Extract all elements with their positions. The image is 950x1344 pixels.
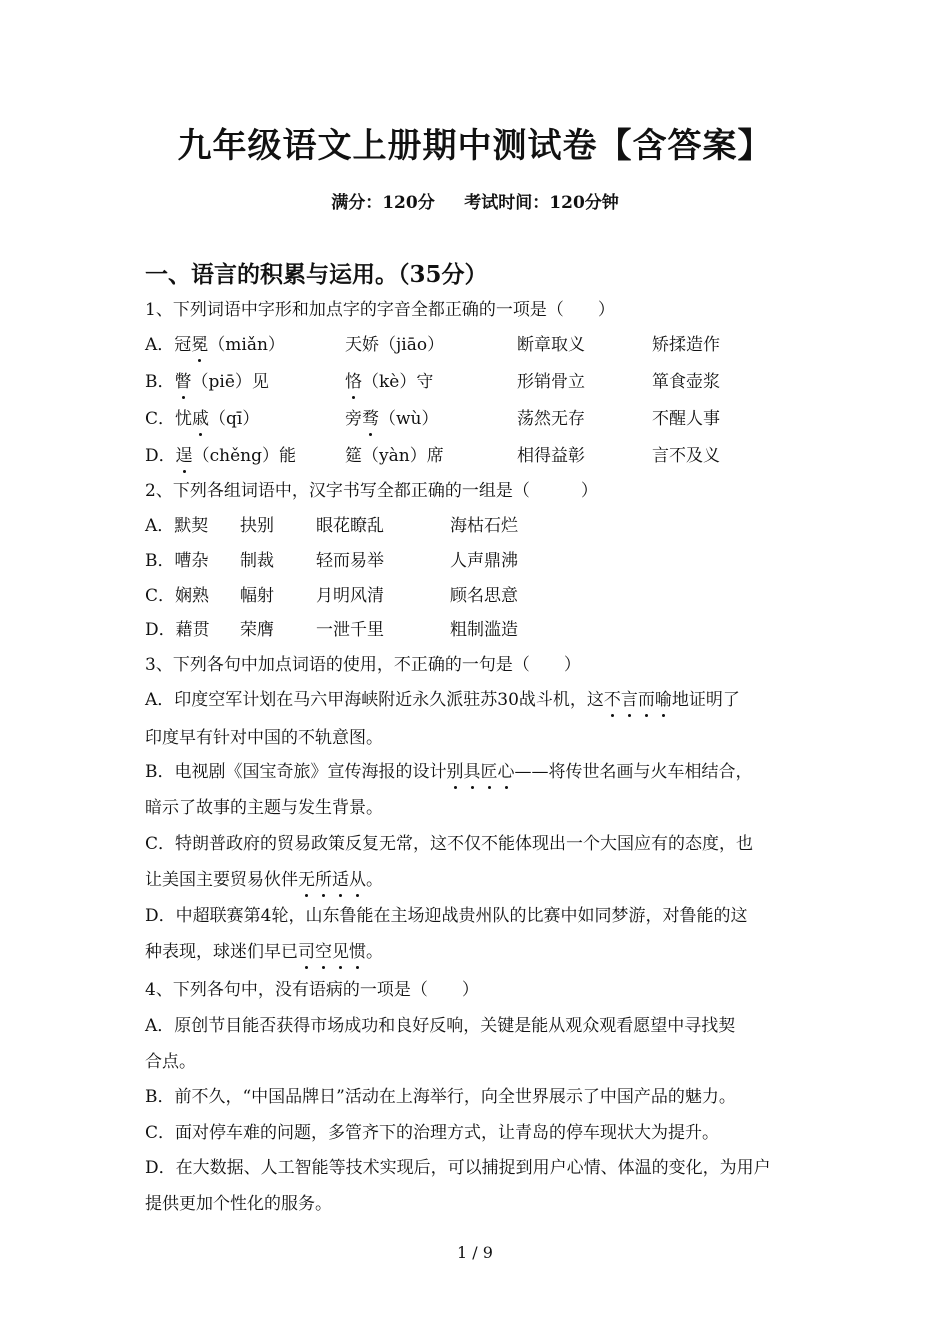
- q4-option-d-line-2: 提供更加个性化的服务。: [145, 1194, 332, 1214]
- question-2-stem: 2、下列各组词语中，汉字书写全都正确的一组是（ ）: [145, 481, 598, 501]
- q1-option-c-4: 不醒人事: [652, 409, 720, 429]
- q4-option-a-line-2: 合点。: [145, 1052, 196, 1072]
- page-title: 九年级语文上册期中测试卷【含答案】: [177, 126, 773, 166]
- question-3-stem: 3、下列各句中加点词语的使用，不正确的一句是（ ）: [145, 655, 581, 675]
- q1-option-a-2: 天娇（jiāo）: [345, 335, 445, 355]
- question-1-stem: 1、下列词语中字形和加点字的字音全都正确的一项是（ ）: [145, 300, 615, 320]
- q4-option-b: B．前不久，“中国品牌日”活动在上海举行，向全世界展示了中国产品的魅力。: [145, 1087, 736, 1107]
- q1-option-b-3: 形销骨立: [517, 372, 585, 392]
- q3-option-a-line-2: 印度早有针对中国的不轨意图。: [145, 728, 383, 748]
- q2-option-d-1: D．藉贯: [145, 620, 210, 640]
- q2-option-b-2: 制裁: [240, 551, 274, 571]
- q2-option-d-4: 粗制滥造: [450, 620, 518, 640]
- q1-option-d-1: D．逞（chěng）能: [145, 446, 297, 466]
- q1-option-d-3: 相得益彰: [517, 446, 585, 466]
- q1-option-b-2: 恪（kè）守: [345, 372, 434, 392]
- q2-option-b-3: 轻而易举: [316, 551, 384, 571]
- q1-option-a-1: A．冠冕（miǎn）: [145, 335, 285, 355]
- q1-option-a-4: 矫揉造作: [652, 335, 720, 355]
- q1-option-a-3: 断章取义: [517, 335, 585, 355]
- q4-option-a-line-1: A．原创节目能否获得市场成功和良好反响，关键是能从观众观看愿望中寻找契: [145, 1016, 736, 1036]
- q2-option-c-1: C．娴熟: [145, 586, 210, 606]
- q2-option-b-4: 人声鼎沸: [450, 551, 518, 571]
- exam-info: 满分：120分 考试时间：120分钟: [331, 193, 619, 213]
- q3-option-d-line-1: D．中超联赛第4轮，山东鲁能在主场迎战贵州队的比赛中如同梦游，对鲁能的这: [145, 906, 748, 926]
- q3-option-c-line-2: 让美国主要贸易伙伴无所适从。: [145, 870, 383, 890]
- q2-option-a-1: A．默契: [145, 516, 209, 536]
- q1-option-b-4: 箪食壶浆: [652, 372, 720, 392]
- q3-option-c-line-1: C．特朗普政府的贸易政策反复无常，这不仅不能体现出一个大国应有的态度，也: [145, 834, 754, 854]
- q3-option-d-line-2: 种表现，球迷们早已司空见惯。: [145, 942, 383, 962]
- q1-option-d-4: 言不及义: [652, 446, 720, 466]
- q2-option-a-4: 海枯石烂: [450, 516, 518, 536]
- q1-option-d-2: 筵（yàn）席: [345, 446, 444, 466]
- q2-option-a-2: 抉别: [240, 516, 274, 536]
- q2-option-d-2: 荣膺: [240, 620, 274, 640]
- q1-option-c-1: C．忧戚（qī）: [145, 409, 260, 429]
- q2-option-c-2: 幅射: [240, 586, 274, 606]
- q2-option-c-3: 月明风清: [316, 586, 384, 606]
- page-number: 1 / 9: [457, 1243, 493, 1262]
- q1-option-c-3: 荡然无存: [517, 409, 585, 429]
- q3-option-a-line-1: A．印度空军计划在马六甲海峡附近永久派驻苏30战斗机，这不言而喻地证明了: [145, 690, 740, 710]
- section-heading: 一、语言的积累与运用。（35分）: [145, 261, 488, 288]
- q2-option-b-1: B．嘈杂: [145, 551, 209, 571]
- q2-option-a-3: 眼花瞭乱: [316, 516, 384, 536]
- q3-option-b-line-2: 暗示了故事的主题与发生背景。: [145, 798, 383, 818]
- q2-option-d-3: 一泄千里: [316, 620, 384, 640]
- question-4-stem: 4、下列各句中，没有语病的一项是（ ）: [145, 980, 479, 1000]
- q4-option-d-line-1: D．在大数据、人工智能等技术实现后，可以捕捉到用户心情、体温的变化，为用户: [145, 1158, 771, 1178]
- q1-option-b-1: B．瞥（piē）见: [145, 372, 269, 392]
- q2-option-c-4: 顾名思意: [450, 586, 518, 606]
- q4-option-c: C．面对停车难的问题，多管齐下的治理方式，让青岛的停车现状大为提升。: [145, 1123, 720, 1143]
- q3-option-b-line-1: B．电视剧《国宝奇旅》宣传海报的设计别具匠心——将传世名画与火车相结合，: [145, 762, 753, 782]
- q1-option-c-2: 旁骛（wù）: [345, 409, 439, 429]
